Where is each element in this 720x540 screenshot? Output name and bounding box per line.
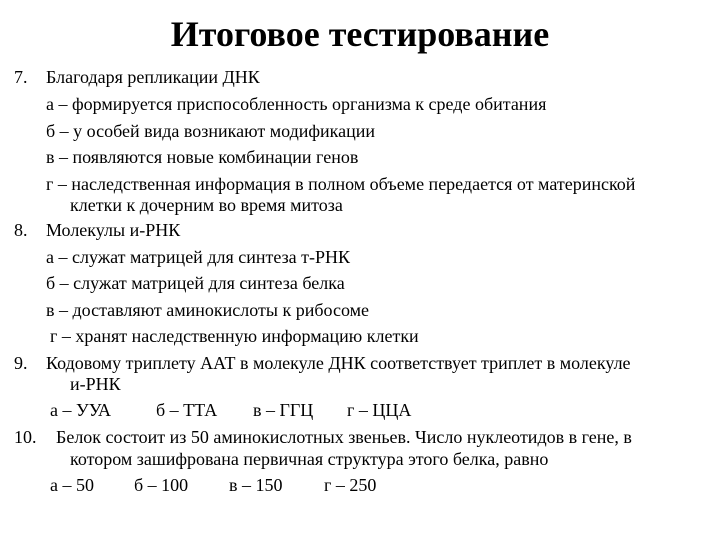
question-7-option-b: б – у особей вида возникают модификации bbox=[46, 121, 376, 141]
question-7-option-a: а – формируется приспособленность организма к среде обитания bbox=[46, 94, 547, 114]
question-8-option-b: б – служат матрицей для синтеза белка bbox=[46, 273, 345, 293]
question-10-number: 10. bbox=[14, 427, 37, 447]
question-10-text: Белок состоит из 50 аминокислотных звеньев. Число нуклеотидов в гене, в bbox=[56, 427, 632, 447]
question-9-option-b: б – ТТА bbox=[156, 400, 218, 420]
question-8-option-a: а – служат матрицей для синтеза т-РНК bbox=[46, 247, 351, 267]
question-10-option-d: г – 250 bbox=[324, 475, 377, 495]
question-10-text-cont: котором зашифрована первичная структура этого белка, равно bbox=[70, 449, 549, 469]
question-7-option-d: г – наследственная информация в полном объеме передается от материнской bbox=[46, 174, 636, 194]
question-7-option-c: в – появляются новые комбинации генов bbox=[46, 147, 359, 167]
question-10-option-b: б – 100 bbox=[134, 475, 189, 495]
question-8-number: 8. bbox=[14, 220, 28, 240]
question-8-text: Молекулы и-РНК bbox=[46, 220, 181, 240]
question-10-option-a: а – 50 bbox=[50, 475, 94, 495]
question-8-option-c: в – доставляют аминокислоты к рибосоме bbox=[46, 300, 369, 320]
question-9-option-d: г – ЦЦА bbox=[347, 400, 412, 420]
question-7-text: Благодаря репликации ДНК bbox=[46, 67, 260, 87]
question-9-text-cont: и-РНК bbox=[70, 374, 121, 394]
question-7-number: 7. bbox=[14, 67, 28, 87]
question-9-option-c: в – ГГЦ bbox=[253, 400, 314, 420]
page-title: Итоговое тестирование bbox=[170, 14, 550, 54]
question-9-number: 9. bbox=[14, 353, 28, 373]
question-9-text: Кодовому триплету ААТ в молекуле ДНК соответствует триплет в молекуле bbox=[46, 353, 631, 373]
question-9-option-a: а – УУА bbox=[50, 400, 112, 420]
question-7-option-d-cont: клетки к дочерним во время митоза bbox=[70, 195, 343, 215]
question-8-option-d: г – хранят наследственную информацию клетки bbox=[50, 326, 419, 346]
question-10-option-c: в – 150 bbox=[229, 475, 283, 495]
